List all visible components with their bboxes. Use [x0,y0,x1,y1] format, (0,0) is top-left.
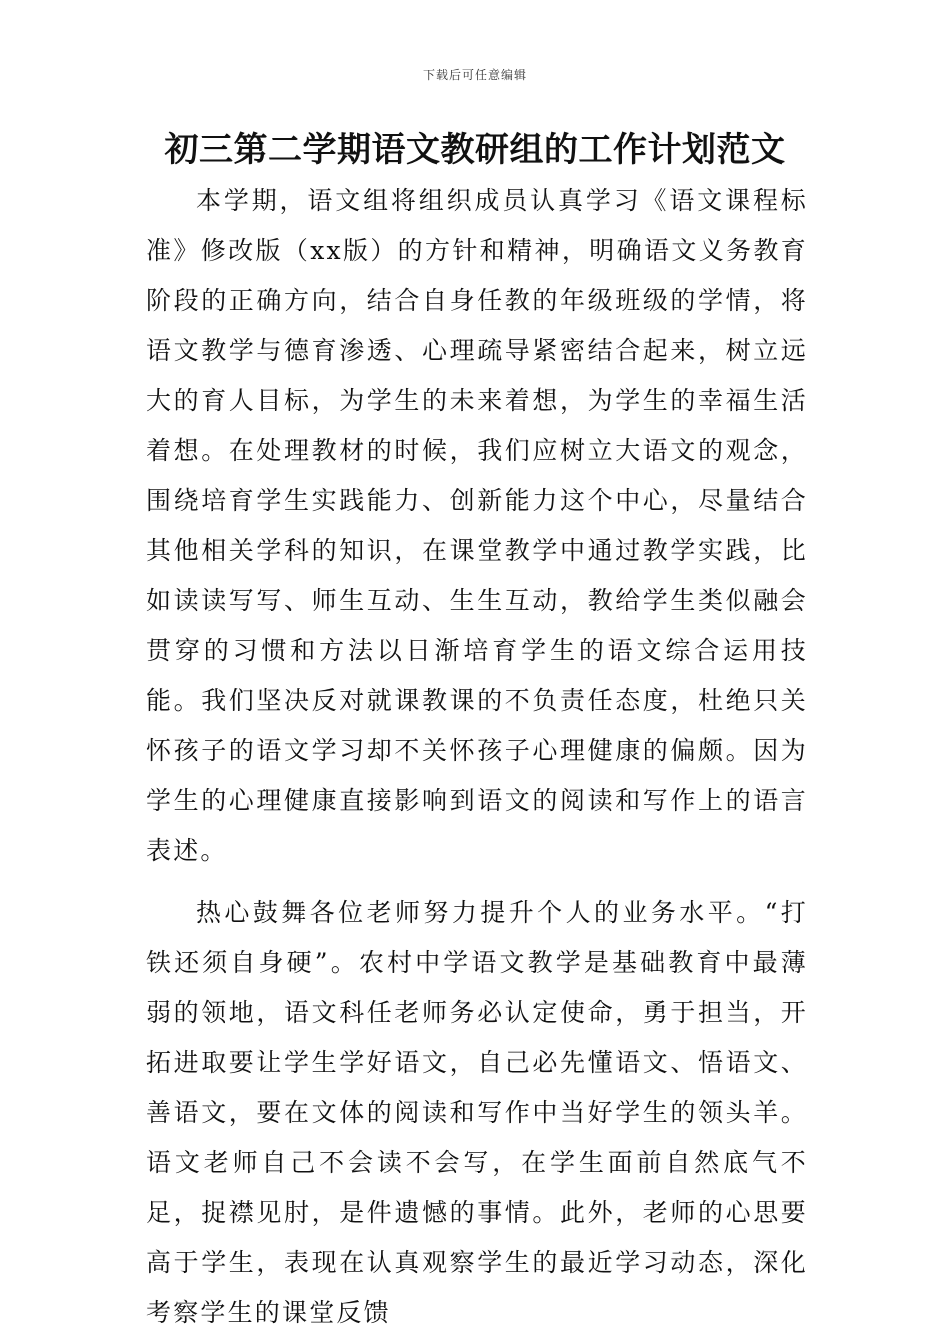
header-note: 下载后可任意编辑 [422,68,527,82]
paragraph-1: 本学期，语文组将组织成员认真学习《语文课程标准》修改版（xx版）的方针和精神，明确语文义务教育阶段的正确方向，结合自身任教的年级班级的学情，将语文教学与德育渗透、心理疏导紧密结合起来，树立远大的育人目标，为学生的未来着想，为学生的幸福生活着想。在处理教材的时候，我们应树立大语文的观念，围绕培育学生实践能力、创新能力这个中心，尽量结合其他相关学科的知识，在课堂教学中通过教学实践，比如读读写写、师生互动、生生互动，教给学生类似融会贯穿的习惯和方法以日渐培育学生的语文综合运用技能。我们坚决反对就课教课的不负责任态度，杜绝只关怀孩子的语文学习却不关怀孩子心理健康的偏颇。因为学生的心理健康直接影响到语文的阅读和写作上的语言表述。 [146,186,808,865]
document-body [146,176,808,1338]
document-title: 初三第二学期语文教研组的工作计划范文 [164,130,786,170]
paragraph-2: 热心鼓舞各位老师努力提升个人的业务水平。“打铁还须自身硬”。农村中学语文教学是基础教育中最薄弱的领地，语文科任老师务必认定使命，勇于担当，开拓进取要让学生学好语文，自己必先懂语文、悟语文、善语文，要在文体的阅读和写作中当好学生的领头羊。语文老师自己不会读不会写，在学生面前自然底气不足，捉襟见肘，是件遗憾的事情。此外，老师的心思要高于学生，表现在认真观察学生的最近学习动态，深化考察学生的课堂反馈 [146,898,808,1327]
